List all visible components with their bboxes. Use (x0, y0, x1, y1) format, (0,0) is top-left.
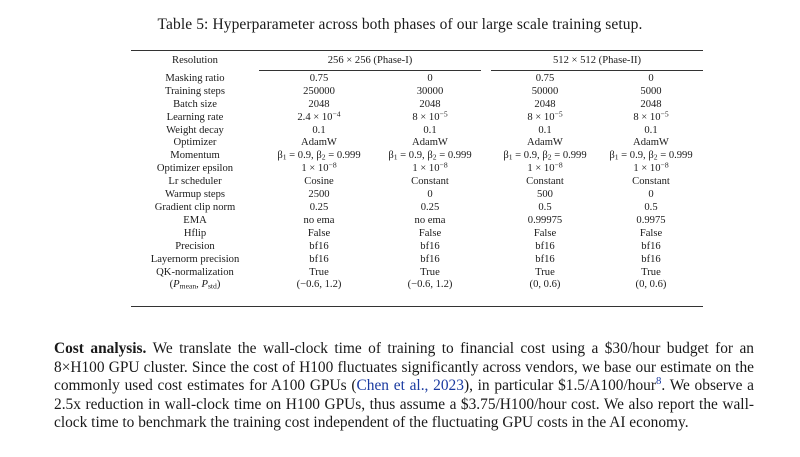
table-cell: 0.5 (538, 201, 552, 213)
header-phase-1: 256 × 256 (Phase-I) (259, 50, 481, 70)
table-cell: $\beta_1 = 0.9$, $\beta_2 = 0.999$ (277, 150, 361, 162)
table-cell: 2500 (308, 189, 330, 201)
table-gap-cell (481, 279, 491, 292)
table-cell: AdamW (527, 137, 563, 149)
table-cell: AdamW (633, 137, 669, 149)
table-header-row (131, 50, 703, 70)
row-label: QK-normalization (156, 266, 234, 278)
table-cell: True (641, 266, 661, 278)
table-row (131, 125, 703, 138)
row-label: Batch size (173, 98, 217, 110)
table-cell: 0.25 (309, 201, 329, 213)
row-label: Training steps (165, 85, 225, 97)
table-cell: $\beta_1 = 0.9$, $\beta_2 = 0.999$ (503, 150, 587, 162)
table-cell: Constant (411, 176, 449, 188)
row-label: Warmup steps (164, 189, 226, 201)
table-cell: $8 \times 10^{-5}$ (633, 109, 669, 123)
table-cell: (0, 0.6) (529, 279, 561, 291)
table-gap-cell (481, 176, 491, 189)
header-phase-2: 512 × 512 (Phase-II) (491, 50, 703, 70)
row-label: Optimizer (173, 137, 217, 149)
table-row (131, 267, 703, 280)
table-cell: True (535, 266, 555, 278)
table-gap-cell (481, 99, 491, 112)
table-cell: bf16 (309, 240, 329, 252)
table-row (131, 176, 703, 189)
table-cell: bf16 (309, 253, 329, 265)
table-cell: $1 \times 10^{-8}$ (527, 160, 563, 175)
table-body (131, 70, 703, 292)
table-cell: 0.9975 (636, 214, 666, 226)
table-cell: no ema (414, 214, 446, 226)
table-caption: Table 5: Hyperparameter across both phases of our large scale training setup. (157, 16, 643, 33)
table-row (131, 189, 703, 202)
table-gap-cell (481, 150, 491, 163)
table-cell: $1 \times 10^{-8}$ (301, 160, 337, 175)
table-cell: 2048 (308, 98, 330, 110)
table-cell: 0.1 (538, 124, 552, 136)
table-cell: (−0.6, 1.2) (407, 279, 453, 291)
table-row (131, 254, 703, 267)
table-cell: 500 (537, 189, 553, 201)
table-cell: 5000 (640, 85, 662, 97)
table-cell: 0.1 (644, 124, 658, 136)
table-cell: bf16 (420, 240, 440, 252)
table-cell: 2048 (534, 98, 556, 110)
row-label: Lr scheduler (168, 176, 222, 188)
header-gap (481, 50, 491, 70)
table-cell: 0.75 (535, 72, 555, 84)
table-cell: $\beta_1 = 0.9$, $\beta_2 = 0.999$ (609, 150, 693, 162)
table-cell: Cosine (304, 176, 334, 188)
table-cell: 0.1 (423, 124, 437, 136)
table-row (131, 228, 703, 241)
row-label: Momentum (170, 150, 220, 162)
table-cell: $8 \times 10^{-5}$ (412, 109, 448, 123)
table-gap-cell (481, 137, 491, 150)
table-cell: 0 (648, 72, 654, 84)
table-row (131, 215, 703, 228)
table-cell: (0, 0.6) (635, 279, 667, 291)
footnote-marker[interactable]: 8 (655, 375, 662, 388)
row-label: Hflip (183, 227, 207, 239)
table-cell: $2.4 \times 10^{-4}$ (297, 109, 341, 123)
table-row (131, 163, 703, 176)
hyperparameter-table (131, 50, 703, 292)
table-row (131, 137, 703, 150)
table-row (131, 112, 703, 125)
paragraph-text-2: ), in particular $1.5/A100/hour (463, 377, 656, 395)
table-gap-cell (481, 125, 491, 138)
table-cell: True (309, 266, 329, 278)
table-gap-cell (481, 202, 491, 215)
row-label: Masking ratio (165, 72, 225, 84)
table-gap-cell (481, 86, 491, 99)
cost-analysis-paragraph (54, 340, 754, 433)
row-label: Gradient clip norm (154, 201, 236, 213)
table-row (131, 150, 703, 163)
paragraph-text-3: . We observe a 2.5x reduction in wall-clock time on H100 GPUs, thus assume a $3.75/H100/hour cost. We also report the wall-clock time to benchmark the training cost independent of the fluctuating GPU costs in the AI economy. (54, 377, 754, 432)
table-row (131, 279, 703, 292)
table-bottom-rule (131, 306, 703, 307)
table-cell: $8 \times 10^{-5}$ (527, 109, 563, 123)
table-cell: no ema (303, 214, 335, 226)
table-cell: 0.75 (309, 72, 329, 84)
table-row (131, 241, 703, 254)
table-cell: $1 \times 10^{-8}$ (633, 160, 669, 175)
table-cell: 0.1 (312, 124, 326, 136)
table-cell: 50000 (531, 85, 559, 97)
table-cell: False (639, 227, 663, 239)
table-cell: Constant (526, 176, 564, 188)
table-row (131, 86, 703, 99)
row-label: EMA (183, 214, 207, 226)
row-label: Learning rate (166, 111, 224, 123)
table-cell: bf16 (535, 253, 555, 265)
paragraph-text-1: We translate the wall-clock time of training to financial cost using a $30/hour budget for an 8×H100 GPU cluster. Since the cost of H100 fluctuates significantly across vendors, we base our estimate on the commonly used cost estimates for A100 GPUs ( (54, 340, 755, 395)
row-label: Optimizer epsilon (156, 163, 234, 175)
row-label: Precision (175, 240, 215, 252)
table-cell: 250000 (303, 85, 335, 97)
table-cell: False (307, 227, 331, 239)
row-label: Weight decay (166, 124, 224, 136)
table-gap-cell (481, 254, 491, 267)
citation-link[interactable]: Chen et al., 2023 (356, 377, 464, 395)
table-cell: 2048 (419, 98, 441, 110)
table-gap-cell (481, 228, 491, 241)
header-resolution: Resolution (172, 55, 218, 67)
table-cell: 0 (427, 72, 433, 84)
table-cell: (−0.6, 1.2) (296, 279, 342, 291)
table-cell: bf16 (641, 253, 661, 265)
table-cell: Constant (632, 176, 670, 188)
row-label: Layernorm precision (150, 253, 240, 265)
table-gap-cell (481, 189, 491, 202)
table-cell: bf16 (641, 240, 661, 252)
table-cell: False (418, 227, 442, 239)
table-cell: 0.99975 (527, 214, 563, 226)
table-cell: 0 (648, 189, 654, 201)
table-gap-cell (481, 70, 491, 85)
table-row (131, 202, 703, 215)
table-gap-cell (481, 267, 491, 280)
paragraph-heading: Cost analysis. (54, 340, 147, 357)
table-gap-cell (481, 112, 491, 125)
table-cell: True (420, 266, 440, 278)
table-gap-cell (481, 241, 491, 254)
table-cell: $\beta_1 = 0.9$, $\beta_2 = 0.999$ (388, 150, 472, 162)
table-gap-cell (481, 163, 491, 176)
table-cell: bf16 (535, 240, 555, 252)
table-row (131, 70, 703, 85)
table-cell: 30000 (416, 85, 444, 97)
table-cell: False (533, 227, 557, 239)
table-cell: AdamW (301, 137, 337, 149)
table-cell: 2048 (640, 98, 662, 110)
row-label: ($P_{mean}$, $P_{std}$) (169, 279, 221, 291)
table-cell: 0.25 (420, 201, 440, 213)
table-cell: 0 (427, 189, 433, 201)
table-cell: $1 \times 10^{-8}$ (412, 160, 448, 175)
table-cell: 0.5 (644, 201, 658, 213)
table-gap-cell (481, 215, 491, 228)
table-row (131, 99, 703, 112)
table-cell: AdamW (412, 137, 448, 149)
table-cell: bf16 (420, 253, 440, 265)
